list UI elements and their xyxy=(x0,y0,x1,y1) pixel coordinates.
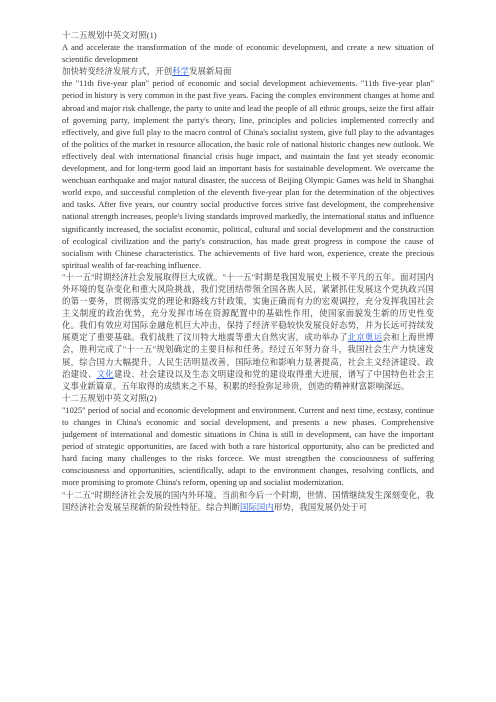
english-paragraph-11th-plan: the "11th five-year plan" period of economic and social development achievements. "11th five-year plan" period in history is very common in the past five years. Facing the complex environment changes at home and abroad and major risk challenge, the party to unite and lead the people of all ethnic groups, seize the first affair of governing party, implement the party's theory, line, principles and policies implemented correctly and effectively, and give full play to the macro control of China's socialist system, give full play to the advantages of the politics of the market in resource allocation, the basic role of national historic changes new outlook. We effectively deal with international financial crisis huge impact, and maintain the fast yet steady economic development, and for long-term good laid an important basis for sustainable development. We overcame the wenchuan earthquake and major natural disaster, the success of Beijing Olympic Games was held in Shanghai world expo, and successful completion of the eleventh five-year plan for the determination of the objectives and tasks. After five years, our country social productive forces strive fast development, the comprehensive national strength increases, people's living standards improved markedly, the international status and influence significantly increased, the socialist economic, political, cultural and social development and the construction of ecological civilization and the party's construction, has made great progress in compose the cause of socialism with Chinese characteristics. The achievements of five hard won, experience, create the precious spiritual wealth of far-reaching influence. xyxy=(62,79,434,270)
text-span: 形势，我国发展仍处于可 xyxy=(273,502,368,512)
section-title-2: 十二五规划中英文对照(2) xyxy=(62,393,157,403)
text-span: 建设、社会建设以及生态文明建设和党的建设取得重大进展，谱写了中国特色社会主义事业新篇章。五年取得的成绩来之不易，积累的经验弥足珍贵，创造的精神财富影响深远。 xyxy=(62,369,434,391)
science-link[interactable]: 科学 xyxy=(172,67,190,77)
text-span: "十二五"时期经济社会发展的国内外环境。当前和今后一个时期，世情、国情继续发生深刻变化，我国经济社会发展呈现新的阶段性特征。综合判断 xyxy=(62,490,434,512)
text-span: 发展新局面 xyxy=(189,67,232,77)
chinese-paragraph-12th-plan xyxy=(62,490,434,514)
text-span: 会和上海世博会，胜利完成了"十一五"规划确定的主要目标和任务。经过五年努力奋斗，我国社会生产力快速发展，综合国力大幅提升，人民生活明显改善，国际地位和影响力显著提高，社会主义经济建设、政治建设、 xyxy=(62,333,434,379)
english-paragraph-12th-plan: "1025" period of social and economic development and environment. Current and next time, ecstasy, continue to changes in China's economic and social development, and presents a new phases. Comprehensive judgement of international and domestic situations in China is still in development, can have the important period of strategic opportunities, are faced with both a rare historical opportunity, also can be predicted and hard facing many challenges to the risks forcece. We must strengthen the consciousness of suffering consciousness and opportunities, scientifically, adapt to the environment changes, resolving conflicts, and more promising to promote China's reform, opening up and socialist modernization. xyxy=(62,405,434,488)
english-heading-paragraph: A and accelerate the transformation of the mode of economic development, and create a new situation of scientific development xyxy=(62,43,434,65)
document-page xyxy=(62,30,434,514)
international-domestic-link[interactable]: 国际国内 xyxy=(239,502,274,512)
chinese-paragraph-11th-plan xyxy=(62,272,434,393)
culture-link[interactable]: 文化 xyxy=(96,369,114,379)
beijing-olympics-link[interactable]: 北京奥运 xyxy=(347,333,383,343)
section-title-1: 十二五规划中英文对照(1) xyxy=(62,31,157,40)
text-span: 加快转变经济发展方式，开创 xyxy=(62,67,173,77)
chinese-heading-paragraph xyxy=(62,66,434,78)
text-span: "十一五"时期经济社会发展取得巨大成就。"十一五"时期是我国发展史上极不平凡的五年。面对国内外环境的复杂变化和重大风险挑战，我们党团结带领全国各族人民，紧紧抓住发展这个党执政兴国的第一要务，贯彻落实党的理论和路线方针政策，实施正确而有力的宏观调控，充分发挥我国社会主义制度的政治优势，充分发挥市场在资源配置中的基础性作用，使国家面貌发生新的历史性变化。我们有效应对国际金融危机巨大冲击，保持了经济平稳较快发展良好态势，并为长远可持续发展奠定了重要基础。我们战胜了汶川特大地震等重大自然灾害，成功举办了 xyxy=(62,272,434,343)
